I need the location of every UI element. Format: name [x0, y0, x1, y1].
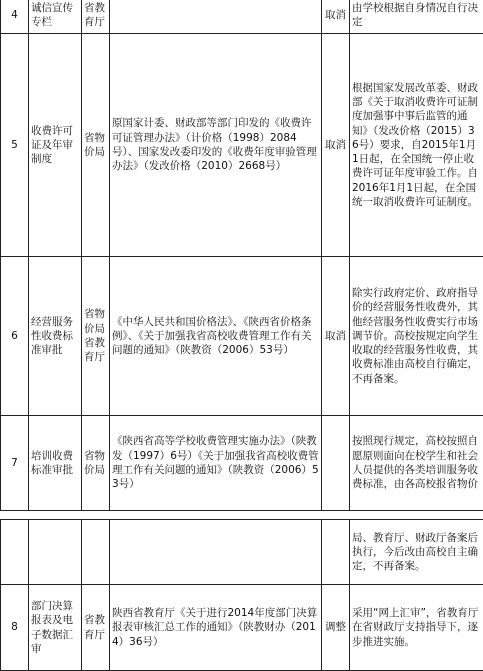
department: 省物价局省教育厅 — [82, 257, 110, 416]
row-number: 8 — [1, 585, 29, 671]
item-name: 经营服务性收费标准审批 — [29, 257, 82, 416]
fee-items-table-lower — [0, 519, 483, 671]
action — [322, 416, 350, 511]
note: 除实行政府定价、政府指导价的经营服务性收费外，其他经营服务性收费实行市场调节价。高校按规定向学生收取的经营服务性收费，其收费标准由高校自行确定，不再备案。 — [350, 257, 483, 416]
action: 取消 — [322, 0, 350, 34]
legal-basis: 陕西省教育厅《关于进行2014年度部门决算报表审核汇总工作的通知》（陕教财办（2014）36号） — [110, 585, 322, 671]
action: 取消 — [322, 34, 350, 257]
department: 省物价局 — [82, 416, 110, 511]
legal-basis: 《中华人民共和国价格法》、《陕西省价格条例》、《关于加强我省高校收费管理工作有关问题的通知》（陕教资（2006）53号） — [110, 257, 322, 416]
action — [322, 520, 350, 585]
legal-basis — [110, 0, 322, 34]
row-number: 5 — [1, 34, 29, 257]
item-name — [29, 520, 82, 585]
item-name: 收费许可证及年审制度 — [29, 34, 82, 257]
note: 按照现行规定，高校按照自愿原则面向在校学生和社会人员提供的各类培训服务收费标准，由各高校报省物价 — [350, 416, 483, 511]
table-row — [1, 257, 483, 416]
department: 省教育厅 — [82, 585, 110, 671]
row-number — [1, 520, 29, 585]
table-row — [1, 520, 483, 585]
item-name: 培训收费标准审批 — [29, 416, 82, 511]
table-row — [1, 34, 483, 257]
table-row — [1, 0, 483, 34]
table-row — [1, 416, 483, 511]
row-number: 4 — [1, 0, 29, 34]
action: 取消 — [322, 257, 350, 416]
table-row — [1, 585, 483, 671]
action: 调整 — [322, 585, 350, 671]
department: 省物价局 — [82, 34, 110, 257]
row-number: 6 — [1, 257, 29, 416]
item-name: 诚信宣传专栏 — [29, 0, 82, 34]
legal-basis — [110, 520, 322, 585]
note: 采用“网上汇审”，省教育厅在省财政厅支持指导下，逐步推进实施。 — [350, 585, 483, 671]
row-number: 7 — [1, 416, 29, 511]
department — [82, 520, 110, 585]
note: 由学校根据自身情况自行决定 — [350, 0, 483, 34]
note: 根据国家发展改革委、财政部《关于取消收费许可证制度加强事中事后监管的通知》（发改价格（2015）36号）要求，自2015年1月1日起，在全国统一停止收费许可证年度审验工作。自2016年1月1日起，在全国统一取消收费许可证制度。 — [350, 34, 483, 257]
department: 省教育厅 — [82, 0, 110, 34]
note: 局、教育厅、财政厅备案后执行，今后改由高校自主确定，不再备案。 — [350, 520, 483, 585]
legal-basis: 原国家计委、财政部等部门印发的《收费许可证管理办法》（计价格（1998）2084号）、国家发改委印发的《收费年度审验管理办法》（发改价格（2010）2668号） — [110, 34, 322, 257]
item-name: 部门决算报表及电子数据汇审 — [29, 585, 82, 671]
legal-basis: 《陕西省高等学校收费管理实施办法》（陕教发（1997）6号）《关于加强我省高校收费管理工作有关问题的通知》（陕教资（2006）53号） — [110, 416, 322, 511]
